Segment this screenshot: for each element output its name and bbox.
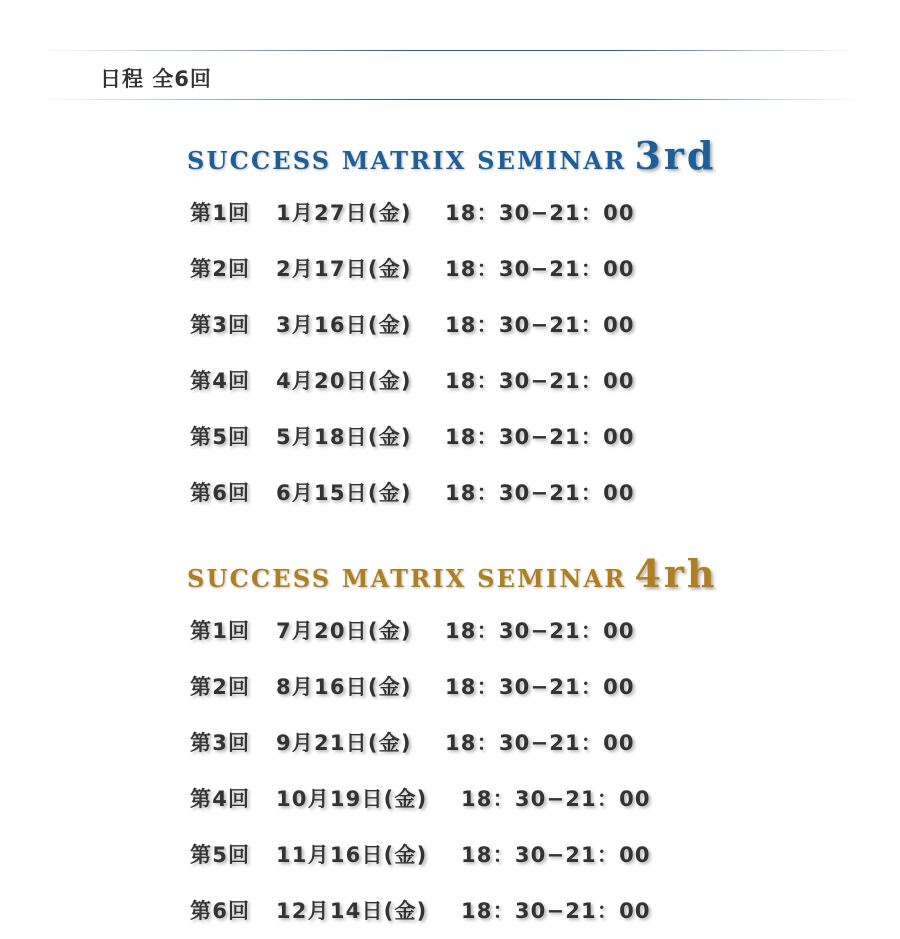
session-date: 2月17日(金) — [276, 257, 412, 281]
session-date: 6月15日(金) — [276, 481, 412, 505]
session-time: 18：30−21：00 — [445, 619, 635, 643]
session-number: 第1回 — [190, 201, 251, 225]
session-time: 18：30−21：00 — [445, 425, 635, 449]
session-date: 10月19日(金) — [276, 787, 428, 811]
session-number: 第3回 — [190, 731, 251, 755]
session-number: 第2回 — [190, 257, 251, 281]
header-top-rule — [40, 50, 860, 51]
session-number: 第6回 — [190, 899, 251, 923]
session-time: 18：30−21：00 — [445, 257, 635, 281]
seminar-name: SUCCESS MATRIX SEMINAR — [187, 146, 627, 175]
session-time: 18：30−21：00 — [461, 843, 651, 867]
session-time: 18：30−21：00 — [445, 201, 635, 225]
session-time: 18：30−21：00 — [445, 731, 635, 755]
session-number: 第1回 — [190, 619, 251, 643]
seminar-name: SUCCESS MATRIX SEMINAR — [187, 564, 627, 593]
session-date: 12月14日(金) — [276, 899, 428, 923]
session-time: 18：30−21：00 — [461, 787, 651, 811]
session-date: 5月18日(金) — [276, 425, 412, 449]
session-number: 第4回 — [190, 787, 251, 811]
session-number: 第6回 — [190, 481, 251, 505]
page-title: 日程 全6回 — [100, 67, 212, 91]
session-date: 3月16日(金) — [276, 313, 412, 337]
session-date: 8月16日(金) — [276, 675, 412, 699]
seminar-heading-4rh — [187, 551, 718, 596]
session-date: 7月20日(金) — [276, 619, 412, 643]
session-time: 18：30−21：00 — [445, 675, 635, 699]
session-time: 18：30−21：00 — [445, 481, 635, 505]
session-date: 11月16日(金) — [276, 843, 428, 867]
session-date: 1月27日(金) — [276, 201, 412, 225]
schedule-header — [40, 50, 860, 100]
seminar-heading-3rd — [187, 133, 717, 178]
seminar-edition: 4rh — [634, 551, 718, 596]
session-date: 4月20日(金) — [276, 369, 412, 393]
session-number: 第2回 — [190, 675, 251, 699]
session-number: 第4回 — [190, 369, 251, 393]
session-time: 18：30−21：00 — [461, 899, 651, 923]
session-time: 18：30−21：00 — [445, 369, 635, 393]
session-number: 第3回 — [190, 313, 251, 337]
header-bottom-rule — [40, 99, 860, 100]
seminar-edition: 3rd — [634, 133, 717, 178]
session-number: 第5回 — [190, 425, 251, 449]
session-date: 9月21日(金) — [276, 731, 412, 755]
session-time: 18：30−21：00 — [445, 313, 635, 337]
session-number: 第5回 — [190, 843, 251, 867]
